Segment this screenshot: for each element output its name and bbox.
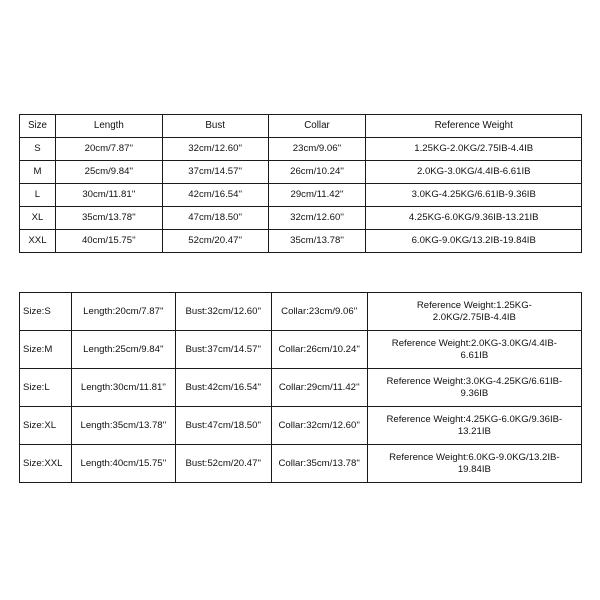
cell-reference-weight [367, 407, 581, 445]
reference-weight-line2: 9.36IB [460, 387, 489, 399]
cell-length: 25cm/9.84'' [55, 161, 162, 184]
cell-length: 35cm/13.78'' [55, 207, 162, 230]
cell-length: Length:20cm/7.87'' [71, 293, 175, 331]
cell-reference-weight [367, 445, 581, 483]
cell-reference-weight: 2.0KG-3.0KG/4.4IB-6.61IB [366, 161, 582, 184]
size-chart-table [19, 114, 582, 253]
cell-length: 20cm/7.87'' [55, 138, 162, 161]
size-chart-labeled-table [19, 292, 582, 483]
reference-weight-line2: 19.84IB [457, 463, 491, 475]
cell-collar: 26cm/10.24'' [268, 161, 366, 184]
cell-bust: 42cm/16.54'' [162, 184, 268, 207]
table-row [20, 293, 582, 331]
cell-collar: 23cm/9.06'' [268, 138, 366, 161]
cell-size: Size:S [20, 293, 72, 331]
reference-weight-line2: 13.21IB [457, 425, 491, 437]
reference-weight-line1: Reference Weight:2.0KG-3.0KG/4.4IB- [391, 337, 557, 349]
cell-collar: Collar:29cm/11.42'' [271, 369, 367, 407]
cell-size: L [20, 184, 56, 207]
header-collar: Collar [268, 115, 366, 138]
table-row [20, 184, 582, 207]
cell-bust: 32cm/12.60'' [162, 138, 268, 161]
cell-reference-weight [367, 331, 581, 369]
cell-bust: Bust:32cm/12.60'' [175, 293, 271, 331]
cell-reference-weight: 1.25KG-2.0KG/2.75IB-4.4IB [366, 138, 582, 161]
table-row [20, 138, 582, 161]
reference-weight-line1: Reference Weight:3.0KG-4.25KG/6.61IB- [386, 375, 563, 387]
table-row [20, 407, 582, 445]
cell-size: Size:XXL [20, 445, 72, 483]
cell-reference-weight [367, 369, 581, 407]
table-header-row [20, 115, 582, 138]
table-row [20, 369, 582, 407]
cell-collar: Collar:26cm/10.24'' [271, 331, 367, 369]
cell-bust: Bust:47cm/18.50'' [175, 407, 271, 445]
header-bust: Bust [162, 115, 268, 138]
cell-length: 30cm/11.81'' [55, 184, 162, 207]
cell-size: XL [20, 207, 56, 230]
table-row [20, 161, 582, 184]
cell-length: Length:30cm/11.81'' [71, 369, 175, 407]
cell-length: Length:35cm/13.78'' [71, 407, 175, 445]
table-row [20, 207, 582, 230]
table-row [20, 331, 582, 369]
cell-collar: Collar:32cm/12.60'' [271, 407, 367, 445]
cell-collar: 29cm/11.42'' [268, 184, 366, 207]
header-size: Size [20, 115, 56, 138]
cell-bust: 47cm/18.50'' [162, 207, 268, 230]
cell-size: S [20, 138, 56, 161]
reference-weight-line2: 2.0KG/2.75IB-4.4IB [432, 311, 516, 323]
cell-size: Size:L [20, 369, 72, 407]
table-row [20, 230, 582, 253]
cell-length: Length:40cm/15.75'' [71, 445, 175, 483]
cell-collar: 35cm/13.78'' [268, 230, 366, 253]
header-length: Length [55, 115, 162, 138]
cell-bust: Bust:52cm/20.47'' [175, 445, 271, 483]
cell-size: XXL [20, 230, 56, 253]
reference-weight-line1: Reference Weight:6.0KG-9.0KG/13.2IB- [389, 451, 560, 463]
cell-size: Size:XL [20, 407, 72, 445]
cell-reference-weight: 6.0KG-9.0KG/13.2IB-19.84IB [366, 230, 582, 253]
cell-size: Size:M [20, 331, 72, 369]
cell-size: M [20, 161, 56, 184]
header-reference-weight: Reference Weight [366, 115, 582, 138]
cell-reference-weight: 4.25KG-6.0KG/9.36IB-13.21IB [366, 207, 582, 230]
cell-bust: Bust:37cm/14.57'' [175, 331, 271, 369]
reference-weight-line1: Reference Weight:1.25KG- [416, 299, 532, 311]
cell-length: Length:25cm/9.84'' [71, 331, 175, 369]
cell-bust: 37cm/14.57'' [162, 161, 268, 184]
cell-collar: 32cm/12.60'' [268, 207, 366, 230]
reference-weight-line2: 6.61IB [460, 349, 489, 361]
cell-bust: 52cm/20.47'' [162, 230, 268, 253]
table-row [20, 445, 582, 483]
cell-collar: Collar:35cm/13.78'' [271, 445, 367, 483]
reference-weight-line1: Reference Weight:4.25KG-6.0KG/9.36IB- [386, 413, 563, 425]
cell-length: 40cm/15.75'' [55, 230, 162, 253]
cell-bust: Bust:42cm/16.54'' [175, 369, 271, 407]
cell-reference-weight [367, 293, 581, 331]
cell-collar: Collar:23cm/9.06'' [271, 293, 367, 331]
cell-reference-weight: 3.0KG-4.25KG/6.61IB-9.36IB [366, 184, 582, 207]
